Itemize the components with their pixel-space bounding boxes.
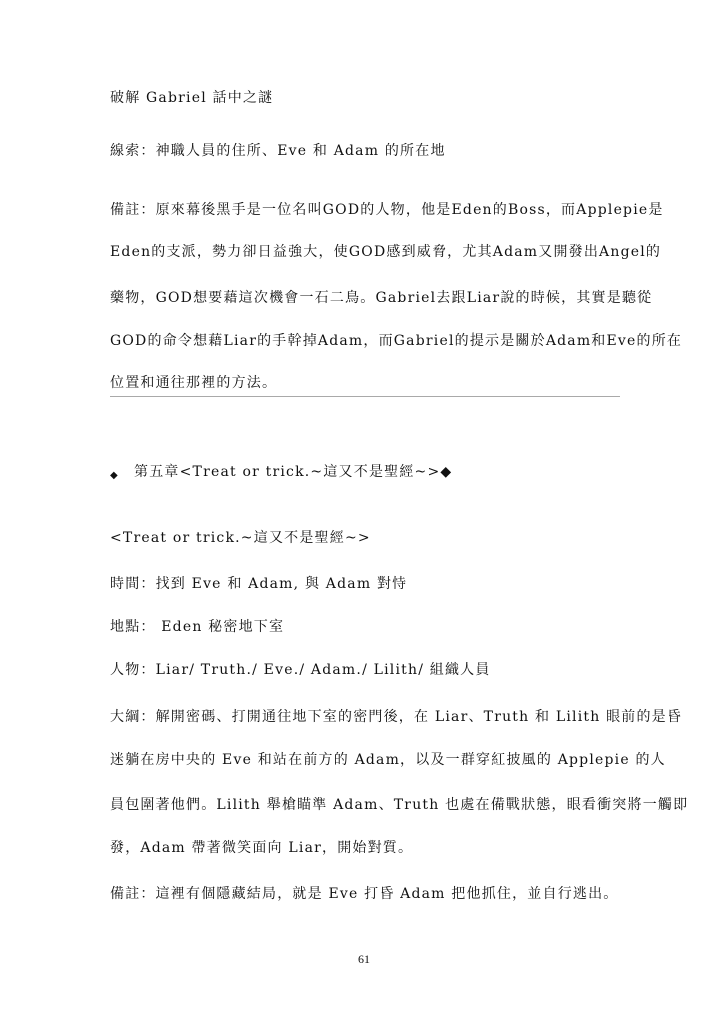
outline-line-4: 發，Adam 帶著微笑面向 Liar，開始對質。	[110, 840, 414, 856]
bullet-icon: ◆	[110, 470, 118, 481]
note2-line: 備註：這裡有個隱藏結局，就是 Eve 打昏 Adam 把他抓住，並自行逃出。	[110, 886, 619, 902]
outline-line-3: 員包圍著他們。Lilith 舉槍瞄準 Adam、Truth 也處在備戰狀態，眼看衝突將一觸即	[110, 797, 689, 813]
outline-line-1: 大綱：解開密碼、打開通往地下室的密門後，在 Liar、Truth 和 Lilith 眼前的是昏	[110, 709, 683, 725]
note-line-2: Eden的支派，勢力卻日益強大，使GOD感到威脅，尤其Adam又開發出Angel的	[110, 244, 662, 260]
chapter-heading: 第五章<Treat or trick.~這又不是聖經~>◆	[134, 464, 453, 480]
note-line-4: GOD的命令想藉Liar的手幹掉Adam，而Gabriel的提示是關於Adam和Eve的所在	[110, 333, 683, 349]
section-divider	[110, 396, 620, 397]
note-line-1: 備註：原來幕後黑手是一位名叫GOD的人物，他是Eden的Boss，而Applepie是	[110, 202, 664, 218]
chapter-subtitle: <Treat or trick.~這又不是聖經~>	[110, 530, 371, 546]
title-line: 破解 Gabriel 話中之謎	[110, 90, 274, 106]
place-line: 地點： Eden 秘密地下室	[110, 619, 285, 635]
time-line: 時間：找到 Eve 和 Adam, 與 Adam 對恃	[110, 576, 408, 592]
note-line-3: 藥物，GOD想要藉這次機會一石二鳥。Gabriel去跟Liar說的時候，其實是聽從	[110, 290, 653, 306]
characters-line: 人物：Liar/ Truth./ Eve./ Adam./ Lilith/ 組織人員	[110, 662, 491, 678]
note-line-5: 位置和通往那裡的方法。	[110, 375, 278, 391]
clue-line: 線索：神職人員的住所、Eve 和 Adam 的所在地	[110, 143, 446, 159]
page-number: 61	[358, 952, 370, 966]
outline-line-2: 迷躺在房中央的 Eve 和站在前方的 Adam，以及一群穿紅披風的 Applepie 的人	[110, 752, 666, 768]
